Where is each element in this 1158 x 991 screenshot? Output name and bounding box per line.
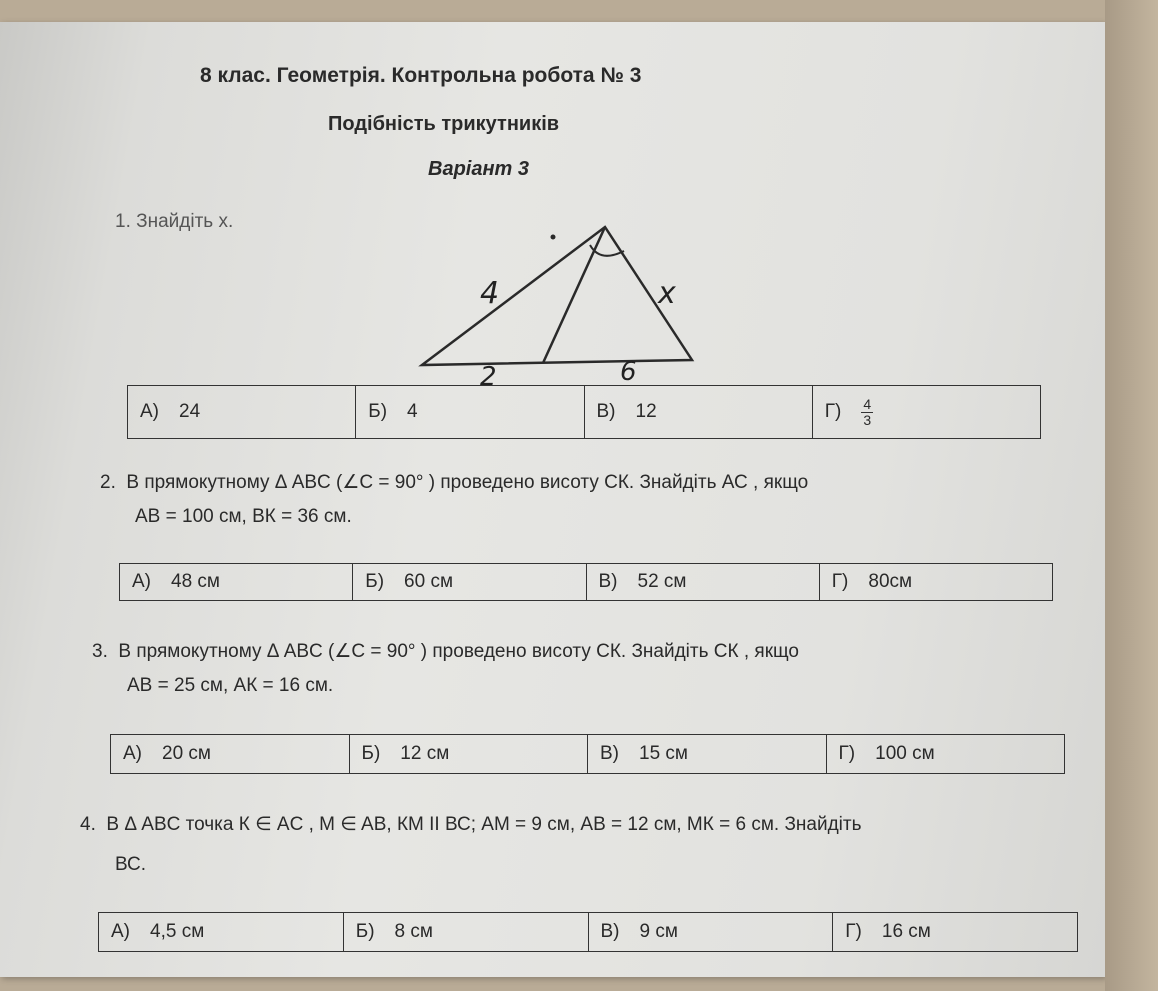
page-title: 8 клас. Геометрія. Контрольна робота № 3 xyxy=(200,64,642,87)
q3-option-b[interactable]: Б) 12 см xyxy=(350,735,589,773)
q4-line1: В Δ ABC точка К ∈ AC , M ∈ AB, КМ II ВС; АМ = 9 см, АВ = 12 см, МК = 6 см. Знайдіть xyxy=(106,814,862,835)
page-subtitle: Подібність трикутників xyxy=(328,113,560,135)
q2-line1: В прямокутному Δ ABC (∠C = 90° ) проведено висоту СК. Знайдіть АС , якщо xyxy=(126,472,809,493)
q4-option-d[interactable]: Г) 16 см xyxy=(845,921,931,942)
label-side-x: x xyxy=(658,276,676,311)
q2-option-a[interactable]: А) 48 см xyxy=(120,564,353,600)
triangle-figure xyxy=(400,215,720,385)
q1-text: Знайдіть x. xyxy=(136,211,234,232)
q2-answers xyxy=(119,563,1053,601)
q1-option-c[interactable]: В) 12 xyxy=(585,386,813,438)
variant-label: Варіант 3 xyxy=(428,158,530,180)
q4-number: 4. xyxy=(80,814,96,835)
q2-number: 2. xyxy=(100,472,116,493)
q4-option-c[interactable]: В) 9 см xyxy=(589,913,834,951)
triangle-outline xyxy=(422,227,692,365)
label-base-6: 6 xyxy=(620,357,637,385)
q3-line2: АВ = 25 см, АК = 16 см. xyxy=(127,675,334,696)
q4-option-b[interactable]: Б) 8 см xyxy=(344,913,589,951)
background-surface xyxy=(1105,0,1158,991)
q4-option-a[interactable]: А) 4,5 см xyxy=(99,913,344,951)
fraction: $\frac{4}{3}$ xyxy=(863,395,872,428)
q1-option-a[interactable]: А) 24 xyxy=(128,386,356,438)
q3-option-c[interactable]: В) 15 см xyxy=(588,735,827,773)
q2-option-c[interactable]: В) 52 см xyxy=(587,564,820,600)
q4-line2: ВС. xyxy=(115,854,147,875)
q1-block xyxy=(115,205,233,239)
q2-line2: АВ = 100 см, ВК = 36 см. xyxy=(135,506,352,527)
q3-block xyxy=(92,635,799,703)
q2-option-d[interactable]: Г) 80см xyxy=(831,571,913,592)
q2-block xyxy=(100,466,808,534)
q1-option-b[interactable]: Б) 4 xyxy=(356,386,584,438)
label-base-2: 2 xyxy=(480,362,497,385)
q4-answers xyxy=(98,912,1078,952)
dot-mark xyxy=(551,235,556,240)
q1-number: 1. xyxy=(115,211,131,232)
q1-option-d[interactable]: Г) $\frac{4}{3}$ xyxy=(824,395,872,428)
label-side-4: 4 xyxy=(480,276,500,311)
q4-block xyxy=(80,808,862,882)
q3-option-d[interactable]: Г) 100 см xyxy=(838,743,935,764)
q3-option-a[interactable]: А) 20 см xyxy=(111,735,350,773)
q3-number: 3. xyxy=(92,641,108,662)
q2-option-b[interactable]: Б) 60 см xyxy=(353,564,586,600)
q3-answers xyxy=(110,734,1065,774)
q3-line1: В прямокутному Δ ABC (∠C = 90° ) проведено висоту СК. Знайдіть СК , якщо xyxy=(118,641,799,662)
bisector-line xyxy=(543,227,605,363)
q1-answers xyxy=(127,385,1041,439)
